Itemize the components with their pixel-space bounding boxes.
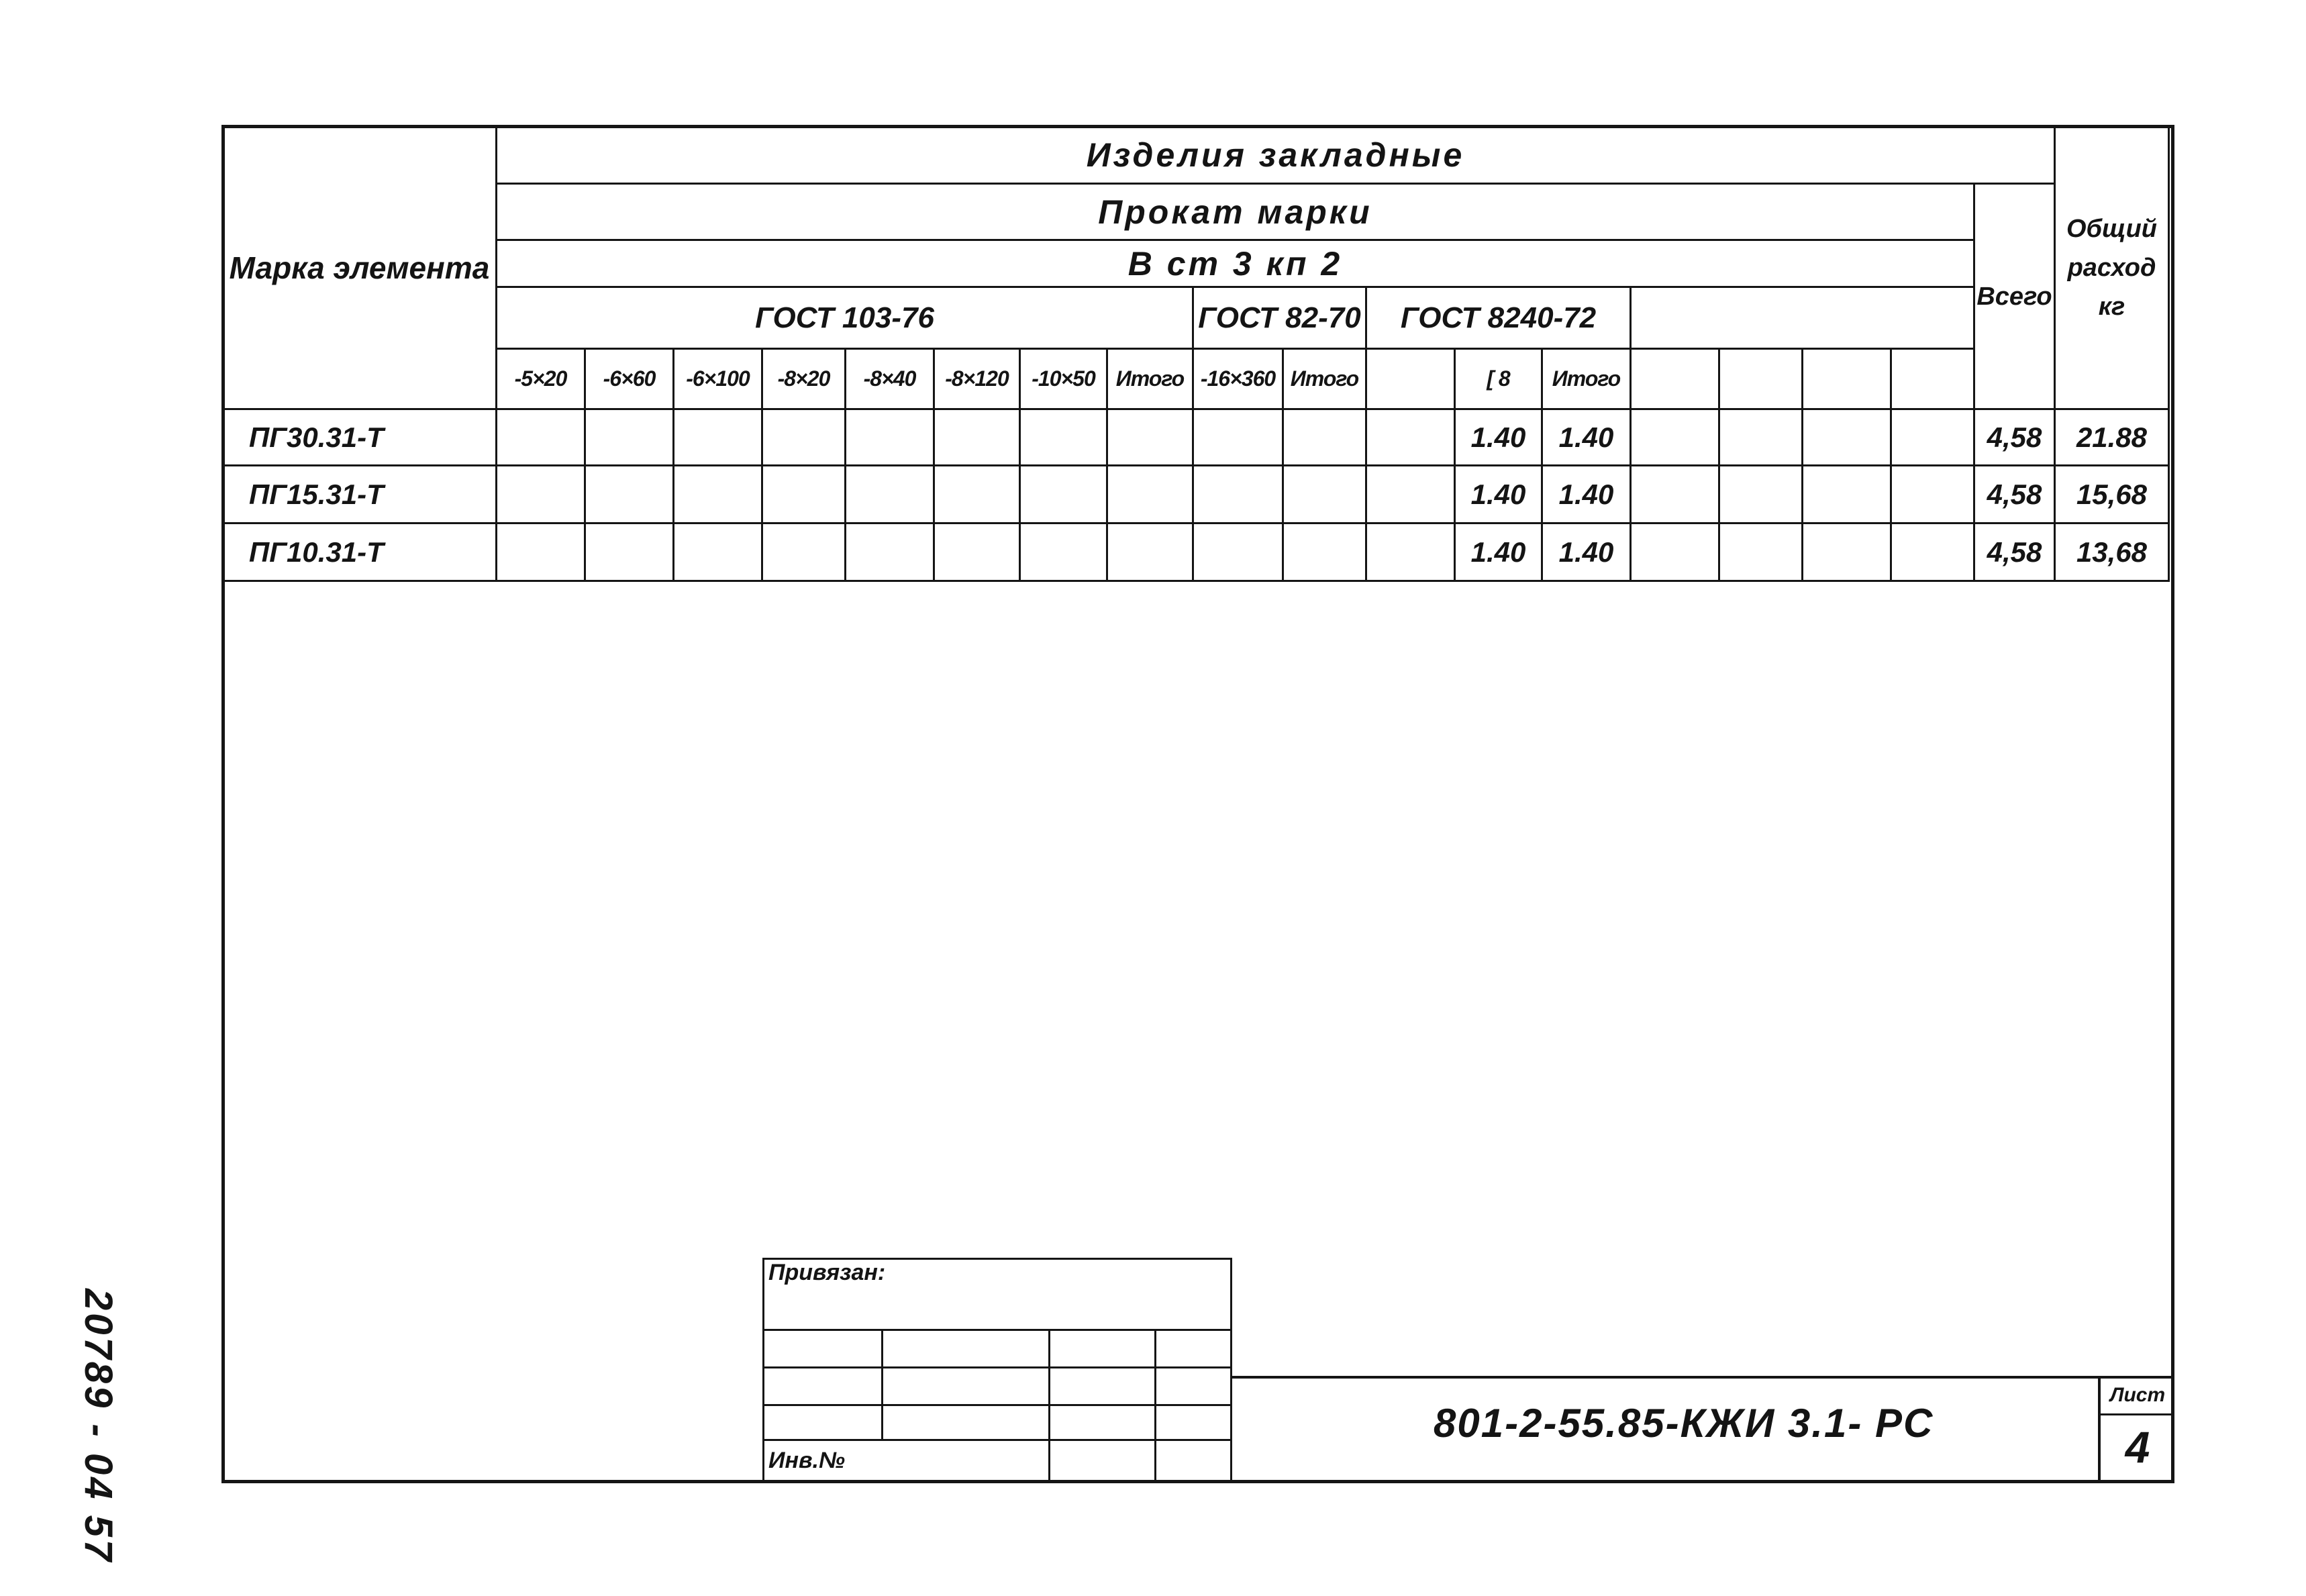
subcol-header: -5×20: [497, 349, 585, 409]
row-mark: ПГ15.31-Т: [223, 466, 497, 523]
side-stamp: 20789 - 04 57: [77, 1289, 120, 1564]
subcol-header: [1891, 349, 1974, 409]
row-c8: 1.40: [1455, 466, 1542, 523]
table-row: [223, 523, 2169, 581]
row-overall: 15,68: [2055, 466, 2169, 523]
subcol-header: -10×50: [1020, 349, 1107, 409]
subcol-header: [1803, 349, 1891, 409]
linked-stamp: [762, 1258, 1232, 1483]
row-overall: 21.88: [2055, 409, 2169, 466]
sheet-number: 4: [2125, 1422, 2150, 1472]
row-total: 4,58: [1974, 466, 2055, 523]
row-c8: 1.40: [1455, 523, 1542, 581]
spec-table: [221, 125, 2170, 582]
row-total: 4,58: [1974, 523, 2055, 581]
row-subtotal: 1.40: [1542, 466, 1631, 523]
subcol-header: [1631, 349, 1719, 409]
subcol-header: -8×40: [846, 349, 934, 409]
sheet-box: [2098, 1377, 2174, 1483]
row-total: 4,58: [1974, 409, 2055, 466]
subcol-header: -6×100: [674, 349, 762, 409]
row-c8: 1.40: [1455, 409, 1542, 466]
subcol-header: -8×120: [934, 349, 1020, 409]
row-mark: ПГ10.31-Т: [223, 523, 497, 581]
row-subtotal: 1.40: [1542, 409, 1631, 466]
subgroup-title: Прокат марки: [497, 184, 1974, 240]
linked-label: Привязан:: [768, 1260, 886, 1285]
gost-header: ГОСТ 103-76: [497, 287, 1193, 349]
sheet-label: Лист: [2101, 1377, 2174, 1415]
subcol-header: [1719, 349, 1803, 409]
subcol-header: [1366, 349, 1455, 409]
gost-header: ГОСТ 8240-72: [1366, 287, 1631, 349]
overall-header: Общий расход кг: [2055, 126, 2169, 409]
row-overall: 13,68: [2055, 523, 2169, 581]
row-subtotal: 1.40: [1542, 523, 1631, 581]
document-number: 801-2-55.85-КЖИ 3.1- РС: [1434, 1401, 1934, 1446]
subcol-header: [ 8: [1455, 349, 1542, 409]
table-row: [223, 466, 2169, 523]
table-row: [223, 409, 2169, 466]
gost-header: ГОСТ 82-70: [1193, 287, 1366, 349]
steel-grade: В ст 3 кп 2: [497, 240, 1974, 287]
subcol-header: -16×360: [1193, 349, 1283, 409]
subcol-header: Итого: [1107, 349, 1193, 409]
subcol-header: Итого: [1283, 349, 1366, 409]
title-block-rule: [1231, 1376, 2174, 1379]
subcol-header: -6×60: [585, 349, 674, 409]
mark-header: Марка элемента: [223, 126, 497, 409]
row-mark: ПГ30.31-Т: [223, 409, 497, 466]
gost-header-empty: [1631, 287, 1974, 349]
subcol-header: -8×20: [762, 349, 846, 409]
total-header: Всего: [1974, 184, 2055, 409]
subcol-header: Итого: [1542, 349, 1631, 409]
inv-label: Инв.№: [768, 1448, 845, 1473]
group-title: Изделия закладные: [497, 126, 2055, 184]
